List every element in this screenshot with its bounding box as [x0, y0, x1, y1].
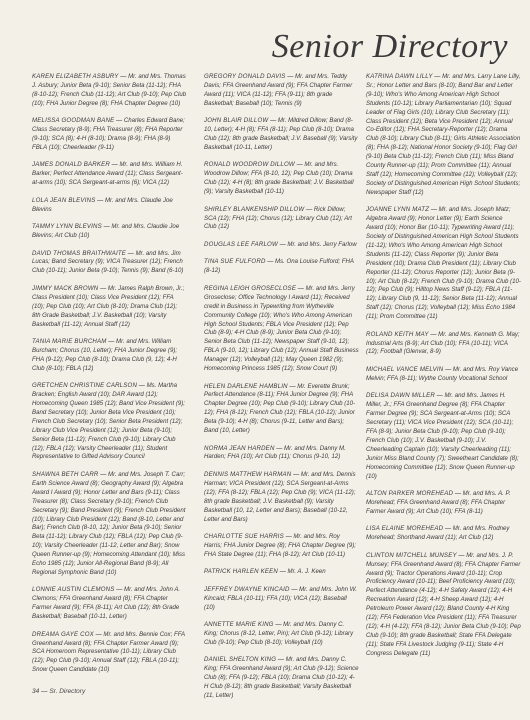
student-details: — Mr. and Mrs. William H. Barker; Perfect Attendance Award (11); Class Sergeant-at-arms (10); SCA Sergeant-at-arms (6); VICA (12) — [32, 161, 183, 187]
student-name: DENNIS MATTHEW HARMAN — [204, 470, 292, 478]
student-details: — Mr. Everette Brunk; Perfect Attendance (8-11); FHA Junior Degree (9); FHA Chapter Degree (10); Pep Club (9-10); Library Club (10-12); FHA (8-12); French Club (12); FBLA (10-12); Junior Beta (9-10); 4-H (8); Chorus (9-11, Letter and Bars); Band (10, Letter) — [204, 382, 356, 435]
directory-entry — [366, 206, 521, 322]
student-details: — Mr. and Mrs. Claudie Joe Blevins; Art Club (10) — [32, 223, 180, 240]
student-details: — Mr. and Mrs. Dennis Harman; VICA President (12); SCA Sergeant-at-Arms (12); FFA (8-12); FBLA (12); Pep Club (9); VICA (11-12); 8th grade Basketball; J.V. Basketball (9); Varsity Basketball (10, 12, Letter and Bars); Baseball (10-12, Letter and Bars) — [204, 470, 356, 523]
directory-entry — [204, 161, 359, 197]
student-name: ROLAND KEITH MAY — [366, 330, 429, 338]
directory-entry — [204, 206, 359, 233]
directory-entry — [32, 631, 187, 676]
student-name: LOLA JEAN BLEVINS — [32, 196, 96, 204]
student-name: SHIRLEY BLANKENSHIP DILLOW — [204, 205, 305, 213]
student-details: — Mr. and Mrs. John W. Kincaid; FBLA (10-11); FFA (10); VICA (12); Baseball (10) — [204, 585, 357, 611]
student-name: DANIEL SHELTON KING — [204, 656, 277, 664]
student-name: DELISA DAWN MILLER — [366, 392, 435, 400]
student-details: — Rick Dillow; SCA (12); FHA (12); Chorus (12); Library Club (12); Art Club (12) — [204, 205, 352, 231]
student-name: MELISSA GOODMAN BANE — [32, 117, 115, 125]
directory-entry — [32, 471, 187, 578]
student-name: ANNETTE MARIE KING — [204, 621, 274, 629]
directory-entry — [204, 568, 359, 577]
student-details: — Mr. and Mrs. Jim Lucas; Band Secretary (9); VICA Treasurer (12); French Club (10-11); Junior Beta (9-10); Tennis (9); Band (6-10) — [32, 249, 184, 275]
student-name: JIMMY MACK BROWN — [32, 284, 99, 292]
directory-entry — [204, 445, 359, 463]
student-details: — Mr. and Mrs. Woodrow Dillow; FFA (8-10, 12); Pep Club (10); Drama Club (12); 4-H (8); 8th grade Basketball; J.V. Basketball (9); Varsity Basketball (10-11) — [204, 161, 354, 196]
student-details: — Mr. and Mrs. James H. Miller, Jr.; FFA Greenhand Degree (8); FFA Chapter Farmer Degree (9); SCA Sergeant-at-Arms (10); SCA Secretary (11); VICA Vice President (12); SCA (10-11); FFA (8-9); Junior Beta Club (9-10); Pep Club (9-10); French Club (10); J.V. Basketball (9-10); J.V. Cheerleading Captain (10); Varsity Cheerleading (11); Junior Miss Bland County (7); Sweetheart Candidate (8); Homecoming Committee (12); Snow Queen Runner-up (10) — [366, 392, 519, 480]
student-details: — Mr. and Mrs. Roy Harris; FHA Junior Degree (8); FHA Chapter Degree (9); FHA State Degree (11); FHA (8-12); Art Club (10-11) — [204, 533, 356, 558]
student-name: DOUGLAS LEE FARLOW — [204, 240, 278, 248]
student-details: — Mr. and Mrs. Jerry Farlow — [279, 240, 357, 248]
directory-entry — [32, 586, 187, 622]
directory-entry — [204, 586, 359, 613]
student-details: — Mr. and Mrs. Larry Lane Lilly, Sr.; Honor Letter and Bars (8-10); Band Bar and Letter (9-10); Who's Who Among American High School Students (10-12); Library Parliamentarian (10); Squad Leader of Flag Girls (10); Library Club Secretary (11); Class President (12); Beta Vice President (12); Annual Co-Editor (12); FHA Secretary-Reporter (12); Drama Club (8-10); Library Club (8-11); Girls Athletic Association (8); FHA (8-12); National Honor Society (9-10); Flag Girl (9-10) Beta Club (11-12); French Club (11); Miss Bland County Runner-up (11); Prom Committee (11); Annual Staff (12); Homecoming Committee (12); Volleyball (12); Society of Distinguished American High School Students; Newspaper Staff (12) — [366, 73, 521, 196]
student-name: TINA SUE FULFORD — [204, 258, 266, 266]
student-name: JEFFREY DWAYNE KINCAID — [204, 585, 290, 593]
student-details: — Mr. and Mrs. Joseph T. Carr; Earth Science Award (8); Geography Award (9); Algebra Award I Award (9); Honor Letter and Bars (9-11); Class Treasurer (8); Class Secretary (9-10); French Club Secretary (9); Band President (9); French Club President (10); Library Club President (12); Band (8-10, Letter and Bar); French Club (8-10, 12); Junior Beta (9-10); Senior Beta (11-12); Library Club (12); FBLA (12); Pep Club (9-10); Varsity Cheerleader (11-12, Letter and Bar); Snow Queen Runner-up (9); Homecoming Attendant (10); Miss Echo 1985 (12); Junior All-Regional Band (8-9); All Regional Symphonic Band (10) — [32, 470, 186, 576]
student-name: ALTON PARKER MOREHEAD — [366, 490, 454, 498]
directory-entry — [32, 197, 187, 215]
directory-entry — [366, 331, 521, 358]
student-name: TANIA MARIE BURCHAM — [32, 338, 107, 345]
student-details: — Mr. and Mrs. Danny M. Harden; FHA (10); Art Club (11); Chorus (9-10, 12) — [204, 444, 346, 461]
directory-entry — [204, 241, 359, 250]
student-name: TAMMY LYNN BLEVINS — [32, 223, 102, 231]
student-name: RONALD WOODROW DILLOW — [204, 161, 295, 169]
directory-entry — [204, 533, 359, 560]
directory-entry — [366, 366, 521, 384]
directory-entry — [32, 73, 187, 109]
student-name: KAREN ELIZABETH ASBURY — [32, 73, 119, 80]
directory-entry — [366, 552, 521, 659]
student-name: PATRICK HARLEN KEEN — [204, 568, 279, 576]
student-name: LONNIE AUSTIN CLEMONS — [32, 586, 115, 594]
student-name: NORMA JEAN HARDEN — [204, 444, 275, 452]
student-details: — Mr. and Mrs. Danny C. King; Chorus (8-12, Letter, Pin); Art Club (9-12); Library Club (9-10); Pep Club (8-10); Volleyball (10) — [204, 621, 354, 646]
student-name: JAMES DONALD BARKER — [32, 161, 110, 169]
directory-entry — [32, 285, 187, 330]
directory-entry — [204, 73, 359, 109]
directory-entry — [32, 338, 187, 374]
student-name: DAVID THOMAS BRAITHWAITE — [32, 249, 127, 257]
student-details: — Mr. and Mrs. Teddy Davis; FFA Greenhand Award (9); FFA Chapter Farmer Award (11); VICA (11-12); FFA (9-11); 8th grade Basketball; Baseball (10); Tennis (9) — [204, 73, 353, 107]
student-details: — Mr. and Mrs. Danny C. King; FFA Greenhand Award (9); Art Club (9-12); Science Club (8); FFA (9-12); FBLA (10); Drama Club (10-12); 4-H Club (8-12); 8th grade Basketball; Varsity Basketball (11, Letter) — [204, 656, 359, 700]
student-name: LISA ELAINE MOREHEAD — [366, 525, 444, 533]
directory-entry — [366, 392, 521, 481]
directory-entry — [366, 490, 521, 517]
student-details: — Mr. and Mrs. Bennie Cox; FFA Greenhand Award (8); FFA Chapter Farmer Award (9); SCA Homeroom Representative (10-11); Library Club (12); Pep Club (9-10); Annual Staff (12); FBLA (10-11); Snow Queen Candidate (10) — [32, 630, 185, 674]
directory-entry — [204, 117, 359, 153]
directory-column-1 — [32, 73, 187, 684]
student-name: CHARLOTTE SUE HARRIS — [204, 533, 284, 540]
directory-entry — [366, 525, 521, 543]
student-details: — Mr. and Mrs. Rodney Morehead; Shorthand Award (11); Art Club (12) — [366, 525, 510, 542]
directory-entry — [204, 258, 359, 276]
student-details: — Mr. and Mrs. Kenneth G. May; Industrial Arts (8-9); Art Club (10); FFA (10-11); VICA (12); Football (Glenvar, 8-9) — [366, 330, 520, 356]
student-details: — Ms. Martha Bracken; English Award (10); DAR Award (12); Homecoming Queen 1985 (12); Band Vice President (9); Band Secretary (10); Junior Beta Vice President (10); French Club Secretary (10); Senior Beta President (12); Library Club Vice President (12); Junior Beta (9-10); Senior Beta (11-12); French Club (9-10); Library Club (12); FBLA (12); Varsity Cheerleader (11); Student Representative to Gifted Advisory Council — [32, 382, 185, 461]
directory-entry — [32, 161, 187, 188]
student-details: — Mr. and Mrs. Jerry Groseclose; Office Technology I Award (11); Received credit in Business in Typewriting from Wytheville Community College (10); Who's Who Among American High School Students; FBLA Vice President (12); Pep Club (8-9); 4-H Club (8-9); Junior Beta Club (9-10); Senior Beta Club (11-12); Newspaper Staff (9-10, 12); FBLA (9-10, 12); Library Club (12); Annual Staff Business Manager (12); Volleyball (12); May Queen 1982 (9); Homecoming Princess 1985 (12); Snow Court (9) — [204, 284, 359, 373]
student-details: — Mr. and Mrs. Claudie Joe Blevins — [32, 196, 173, 213]
directory-entry — [32, 382, 187, 462]
directory-entry — [204, 621, 359, 648]
directory-entry — [204, 656, 359, 701]
directory-entry — [204, 383, 359, 436]
directory-entry — [32, 117, 187, 153]
directory-column-3 — [366, 73, 521, 667]
student-name: HELEN DARLENE HAMBLIN — [204, 382, 288, 390]
student-name: JOHN BLAIR DILLOW — [204, 117, 269, 125]
student-details: — Ms. Ona Louise Fulford; FHA (8-12) — [204, 258, 354, 275]
student-name: CLINTON MITCHELL MUNSEY — [366, 551, 457, 559]
student-details: — Mr. and Mrs. Roy Vance Melvin; FFA (8-11); Wythe County Vocational School — [366, 365, 519, 382]
student-details: — Mr. and Mrs. William Burcham; Chorus (10, Letter); FHA Junior Degree (9); FHA (9-12); Pep Club (8-10); Drama Club (9, 12); 4-H Club (8-10); FBLA (12) — [32, 338, 178, 372]
student-details: — Mr. and Mrs. A. P. Morehead; FFA Greenhand Award (8); FFA Chapter Farmer Award (9); Art Club (10); FFA (8-11) — [366, 490, 511, 515]
page-footer: 34 — Sr. Directory — [32, 688, 86, 695]
student-name: REGINA LEIGH GROSECLOSE — [204, 284, 297, 292]
student-details: — Mr. and Mrs. John A. Clemons; FFA Greenhand Award (8); FFA Chapter Farmer Award (9); FFA (8-11); Art Club (12); 8th Grade Basketball; Baseball (10-11, Letter) — [32, 586, 181, 621]
directory-entry — [366, 73, 521, 198]
student-details: — Mr. Mildred Dillow; Band (8-10, Letter); 4-H (8); FFA (8-11); Pep Club (8-10); Drama Club (12); 8th grade Basketball; J.V. Baseball (9); Varsity Basketball (10-11, Letter) — [204, 117, 358, 151]
student-name: GREGORY DONALD DAVIS — [204, 73, 286, 80]
directory-entry — [32, 250, 187, 277]
student-name: JOANNE LYNN MATZ — [366, 206, 430, 214]
student-name: MICHAEL VANCE MELVIN — [366, 365, 444, 373]
student-details: — Mr. and Mrs. J. P. Munsey; FFA Greenhand Award (8); FFA Chapter Farmer Award (9); Tractor Operations Award (10-11); Crop Proficiency Award (10-11); Beef Proficiency Award (10); Perfect Attendance (4-12); 4-H Safety Award (12); 4-H Recreation Award (12); 4-H Sheep Award (12); 4-H Petroleum Power Award (12); Bland County 4-H King (12); FFA Federation Vice President (11); FFA Treasurer (12); 4-H (4-12); FFA (8-12); Junior Beta Club (9-10); Pep Club (9-10); 8th grade Basketball; State FFA Delegate (11); State FFA Livestock Judging (9-11); State 4-H Congress Delegate (11) — [366, 551, 521, 657]
directory-entry — [204, 285, 359, 374]
student-details: — Mr. A. J. Keen — [279, 568, 326, 576]
page-title: Senior Directory — [271, 28, 508, 65]
student-details: — Mr. and Mrs. Thomas J. Asbury; Junior Beta (9-10); Senior Beta (11-12); FHA (8-10-12); French Club (11-12); Art Club (9-10); Pep Club (10); FHA Junior Degree (8); FHA Chapter Degree (10) — [32, 73, 187, 107]
student-details: — Mr. James Ralph Brown, Jr.; Class President (10); Class Vice President (12); FFA (10); Pep Club (10); Art Club (8-10); Drama Club (12); 8th Grade Basketball; J.V. Basketball (10); Varsity Basketball (11-12); Annual Staff (12) — [32, 284, 185, 328]
student-details: — Charles Edward Bane; Class Secretary (8-9); FHA Treasurer (8); FHA Reporter (9-10); SCA (8); 4-H (8-10); Drama (8-9); FHA (8-9) FBLA (10); Cheerleader (9-11) — [32, 117, 185, 151]
directory-column-2 — [204, 73, 359, 710]
student-name: KATRINA DAWN LILLY — [366, 73, 433, 80]
student-name: SHAWNA BETH CARR — [32, 470, 99, 478]
directory-entry — [32, 223, 187, 241]
student-name: GRETCHEN CHRISTINE CARLSON — [32, 382, 138, 390]
student-name: DREAMA GAYE COX — [32, 630, 94, 638]
student-details: — Mr. and Mrs. Joseph Matz; Algebra Award (9); Honor Letter (9); Earth Science Award (10); Honor Bar (10-11); Typewriting Award (11); Society of Distinguished American High School Students (11-12); Who's Who Among American High School Students (11-12); Class Reporter (9); Junior Beta President (10); Drama Club President (11); Library Club Reporter (11-12); Chorus Reporter (12); Junior Beta (9-10); Art Club (8-12); French Club (9-10); Drama Club (10-12); Pep Club (9); Hilltop News Staff (9-12); FBLA (11-12); Library Club (9, 11-12); Senior Beta (11-12); Annual Staff (12); Chorus (12); Volleyball (12); Miss Echo 1984 (11); Prom Committee (11) — [366, 206, 521, 321]
directory-entry — [204, 471, 359, 524]
